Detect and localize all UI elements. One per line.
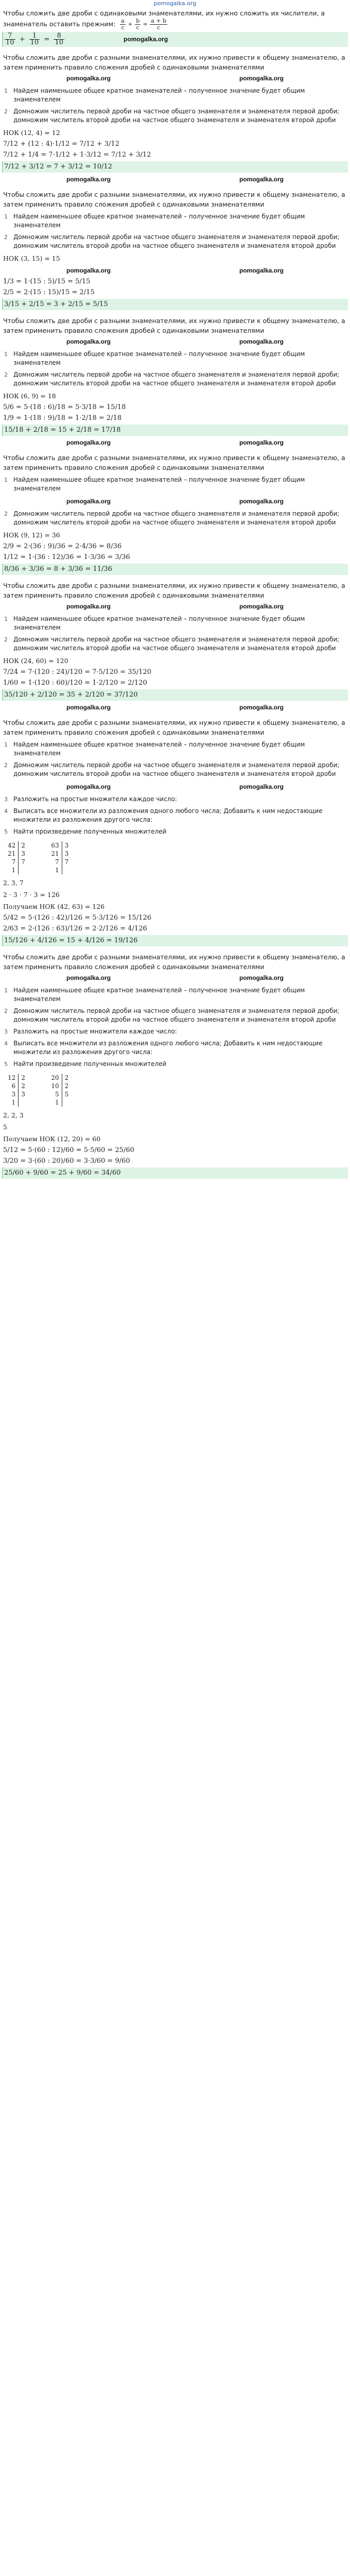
step-item: 2 Домножим числитель первой дроби на частное общего знаменателя и знаменателя первой дроби; домножим числитель второй дроби на частное общего знаменателя и знаменателя второй дроби bbox=[4, 233, 340, 249]
fraction: $\frac{7}{10}$ bbox=[6, 32, 14, 46]
watermark: pomogalka.org bbox=[239, 338, 284, 345]
solution-block-1 bbox=[0, 7, 350, 52]
watermark: pomogalka.org bbox=[239, 704, 284, 711]
extra-factor: 5 bbox=[3, 1123, 7, 1131]
answer-line: $\frac{7}{10}$ + $\frac{1}{10}$ = $\frac{8}{10}$ pomogalka.org bbox=[2, 32, 348, 47]
solution-block-8 bbox=[0, 951, 350, 1183]
factorization-table: 63 3 21 3 7 7 1 bbox=[48, 841, 71, 874]
math-line: 7/12 + 1/4 = 7·1/12 + 1·3/12 = 7/12 + 3/12 bbox=[3, 151, 151, 159]
watermark: pomogalka.org bbox=[124, 36, 168, 43]
site-header[interactable] bbox=[0, 0, 350, 7]
step-item: 2 Домножим числитель первой дроби на частное общего знаменателя и знаменателя первой дроби; домножим числитель второй дроби на частное общего знаменателя и знаменателя второй дроби bbox=[4, 510, 340, 526]
step-item: 1 Найдем наименьшее общее кратное знаменателей – полученное значение будет общим знаменателем bbox=[4, 476, 305, 492]
rule-different-denominator: Чтобы сложить две дроби с разными знаменателями, их нужно привести к общему знаменателю, а затем применить правило сложения дробей с одинаковыми знаменателями bbox=[3, 719, 345, 736]
step-item: 1 Найдем наименьшее общее кратное знаменателей – полученное значение будет общим знаменателем bbox=[4, 987, 305, 1003]
step-item: 2 Домножим числитель первой дроби на частное общего знаменателя и знаменателя первой дроби; домножим числитель второй дроби на частное общего знаменателя и знаменателя второй дроби bbox=[4, 761, 340, 777]
prime-list: 2, 3, 7 bbox=[3, 879, 24, 887]
watermark: pomogalka.org bbox=[66, 603, 111, 610]
answer-line: 25/60 + 9/60 = 25 + 9/60 = 34/60 bbox=[2, 1167, 348, 1179]
answer-line: 7/12 + 3/12 = 7 + 3/12 = 10/12 bbox=[2, 161, 348, 173]
step-item: 2 Домножим числитель первой дроби на частное общего знаменателя и знаменателя первой дроби; домножим числитель второй дроби на частное общего знаменателя и знаменателя второй дроби bbox=[4, 1007, 340, 1023]
lcm-result: НОК (3, 15) = 15 bbox=[3, 255, 60, 262]
answer-line: 15/18 + 2/18 = 15 + 2/18 = 17/18 bbox=[2, 425, 348, 436]
math-line: 2/9 = 2·(36 : 9)/36 = 2·4/36 = 8/36 bbox=[3, 543, 122, 550]
math-line: 2/5 = 2·(15 : 15)/15 = 2/15 bbox=[3, 289, 95, 296]
math-line: 2/63 = 2·(126 : 63)/126 = 2·2/126 = 4/126 bbox=[3, 925, 147, 933]
site-link[interactable]: pomogalka.org bbox=[153, 0, 197, 7]
math-line: 1/3 = 1·(15 : 5)/15 = 5/15 bbox=[3, 278, 91, 285]
watermark: pomogalka.org bbox=[66, 974, 111, 981]
solution-block-4 bbox=[0, 315, 350, 452]
watermark: pomogalka.org bbox=[66, 176, 111, 183]
watermark: pomogalka.org bbox=[239, 603, 284, 610]
watermark: pomogalka.org bbox=[66, 783, 111, 790]
fraction: $\frac{1}{10}$ bbox=[30, 32, 39, 46]
math-line: 5/6 = 5·(18 : 6)/18 = 5·3/18 = 15/18 bbox=[3, 403, 126, 411]
step-item: 1 Найдем наименьшее общее кратное знаменателей – полученное значение будет общим знаменателем bbox=[4, 615, 305, 631]
watermark: pomogalka.org bbox=[239, 783, 284, 790]
lcm-result: НОК (12, 4) = 12 bbox=[3, 129, 60, 137]
solution-block-5 bbox=[0, 452, 350, 580]
watermark: pomogalka.org bbox=[239, 974, 284, 981]
step-item: 4 Выписать все множители из разложения одного любого числа; Добавить к ним недостающие множители из разложения другого числа: bbox=[4, 1040, 323, 1056]
math-line: 7/24 = 7·(120 : 24)/120 = 7·5/120 = 35/120 bbox=[3, 668, 152, 676]
rule-formula: $\frac{a}{c}$ + $\frac{b}{c}$ = $\frac{a + b}{c}$ bbox=[121, 18, 167, 31]
watermark: pomogalka.org bbox=[66, 498, 111, 505]
lcm-result: НОК (9, 12) = 36 bbox=[3, 531, 60, 539]
watermark: pomogalka.org bbox=[239, 439, 284, 446]
rule-different-denominator: Чтобы сложить две дроби с разными знаменателями, их нужно привести к общему знаменателю, а затем применить правило сложения дробей с одинаковыми знаменателями bbox=[3, 582, 345, 599]
rule-different-denominator: Чтобы сложить две дроби с разными знаменателями, их нужно привести к общему знаменателю, а затем применить правило сложения дробей с одинаковыми знаменателями bbox=[3, 953, 345, 971]
answer-line: 3/15 + 2/15 = 3 + 2/15 = 5/15 bbox=[2, 299, 348, 310]
answer-line: 8/36 + 3/36 = 8 + 3/36 = 11/36 bbox=[2, 564, 348, 575]
watermark: pomogalka.org bbox=[239, 176, 284, 183]
solution-block-6 bbox=[0, 580, 350, 717]
watermark: pomogalka.org bbox=[66, 439, 111, 446]
factorization-table: 42 2 21 3 7 7 1 bbox=[5, 841, 28, 874]
step-item: 5 Найти произведение полученных множителей bbox=[4, 1060, 167, 1067]
rule-different-denominator: Чтобы сложить две дроби с разными знаменателями, их нужно привести к общему знаменателю, а затем применить правило сложения дробей с одинаковыми знаменателями bbox=[3, 454, 345, 471]
step-item: 3 Разложить на простые множители каждое число: bbox=[4, 795, 177, 803]
math-line: 3/20 = 3·(60 : 20)/60 = 3·3/60 = 9/60 bbox=[3, 1157, 130, 1165]
math-line: 1/60 = 1·(120 : 60)/120 = 1·2/120 = 2/120 bbox=[3, 679, 147, 687]
step-item: 3 Разложить на простые множители каждое число: bbox=[4, 1028, 177, 1035]
watermark: pomogalka.org bbox=[66, 704, 111, 711]
step-item: 1 Найдем наименьшее общее кратное знаменателей – полученное значение будет общим знаменателем bbox=[4, 213, 305, 229]
prime-list: 2, 2, 3 bbox=[3, 1111, 24, 1119]
lcm-result: НОК (6, 9) = 18 bbox=[3, 392, 56, 400]
watermark: pomogalka.org bbox=[239, 498, 284, 505]
rule-same-denominator: Чтобы сложить две дроби с одинаковыми знаменателями, их нужно сложить их числители, а знаменатель оставить прежним: $\frac{a}{c}$ + $\frac{b}{c}$ = $\frac{a + b}{c}$ bbox=[3, 9, 325, 31]
math-line: 5/12 = 5·(60 : 12)/60 = 5·5/60 = 25/60 bbox=[3, 1146, 134, 1154]
watermark: pomogalka.org bbox=[66, 75, 111, 82]
rule-different-denominator: Чтобы сложить две дроби с разными знаменателями, их нужно привести к общему знаменателю, а затем применить правило сложения дробей с одинаковыми знаменателями bbox=[3, 54, 345, 71]
math-line: 7/12 + (12 : 4)·1/12 = 7/12 + 3/12 bbox=[3, 140, 119, 148]
math-line: 5/42 = 5·(126 : 42)/126 = 5·3/126 = 15/126 bbox=[3, 914, 152, 922]
step-item: 2 Домножим числитель первой дроби на частное общего знаменателя и знаменателя первой дроби; домножим числитель второй дроби на частное общего знаменателя и знаменателя второй дроби bbox=[4, 371, 340, 387]
math-line: 1/9 = 1·(18 : 9)/18 = 1·2/18 = 2/18 bbox=[3, 414, 122, 422]
rule-different-denominator: Чтобы сложить две дроби с разными знаменателями, их нужно привести к общему знаменателю, а затем применить правило сложения дробей с одинаковыми знаменателями bbox=[3, 317, 345, 334]
factorization-table: 20 2 10 2 5 5 1 bbox=[48, 1074, 71, 1107]
step-item: 4 Выписать все множители из разложения одного любого числа; Добавить к ним недостающие множители из разложения другого числа: bbox=[4, 807, 323, 823]
watermark: pomogalka.org bbox=[239, 267, 284, 274]
watermark: pomogalka.org bbox=[66, 338, 111, 345]
watermark: pomogalka.org bbox=[239, 75, 284, 82]
step-item: 1 Найдем наименьшее общее кратное знаменателей – полученное значение будет общим знаменателем bbox=[4, 741, 305, 757]
fraction: $\frac{8}{10}$ bbox=[55, 32, 64, 46]
solution-block-7 bbox=[0, 717, 350, 951]
lcm-result: Получаем НОК (42, 63) = 126 bbox=[3, 903, 105, 910]
lcm-result: НОК (24, 60) = 120 bbox=[3, 657, 68, 665]
product-line: 2 · 3 · 7 · 3 = 126 bbox=[3, 891, 60, 899]
step-item: 1 Найдем наименьшее общее кратное знаменателей – полученное значение будет общим знаменателем bbox=[4, 350, 305, 366]
solution-block-2 bbox=[0, 52, 350, 189]
answer-line: 35/120 + 2/120 = 35 + 2/120 = 37/120 bbox=[2, 689, 348, 701]
watermark: pomogalka.org bbox=[66, 267, 111, 274]
math-line: 1/12 = 1·(36 : 12)/36 = 1·3/36 = 3/36 bbox=[3, 553, 130, 561]
step-item: 5 Найти произведение полученных множителей bbox=[4, 828, 167, 835]
lcm-result: Получаем НОК (12, 20) = 60 bbox=[3, 1135, 101, 1143]
solution-block-3 bbox=[0, 189, 350, 315]
step-item: 2 Домножим числитель первой дроби на частное общего знаменателя и знаменателя первой дроби; домножим числитель второй дроби на частное общего знаменателя и знаменателя второй дроби bbox=[4, 108, 340, 124]
step-item: 1 Найдем наименьшее общее кратное знаменателей – полученное значение будет общим знаменателем bbox=[4, 87, 305, 103]
answer-line: 15/126 + 4/126 = 15 + 4/126 = 19/126 bbox=[2, 935, 348, 946]
step-item: 2 Домножим числитель первой дроби на частное общего знаменателя и знаменателя первой дроби; домножим числитель второй дроби на частное общего знаменателя и знаменателя второй дроби bbox=[4, 636, 340, 652]
factorization-table: 12 2 6 2 3 3 1 bbox=[5, 1074, 28, 1107]
rule-different-denominator: Чтобы сложить две дроби с разными знаменателями, их нужно привести к общему знаменателю, а затем применить правило сложения дробей с одинаковыми знаменателями bbox=[3, 191, 345, 208]
